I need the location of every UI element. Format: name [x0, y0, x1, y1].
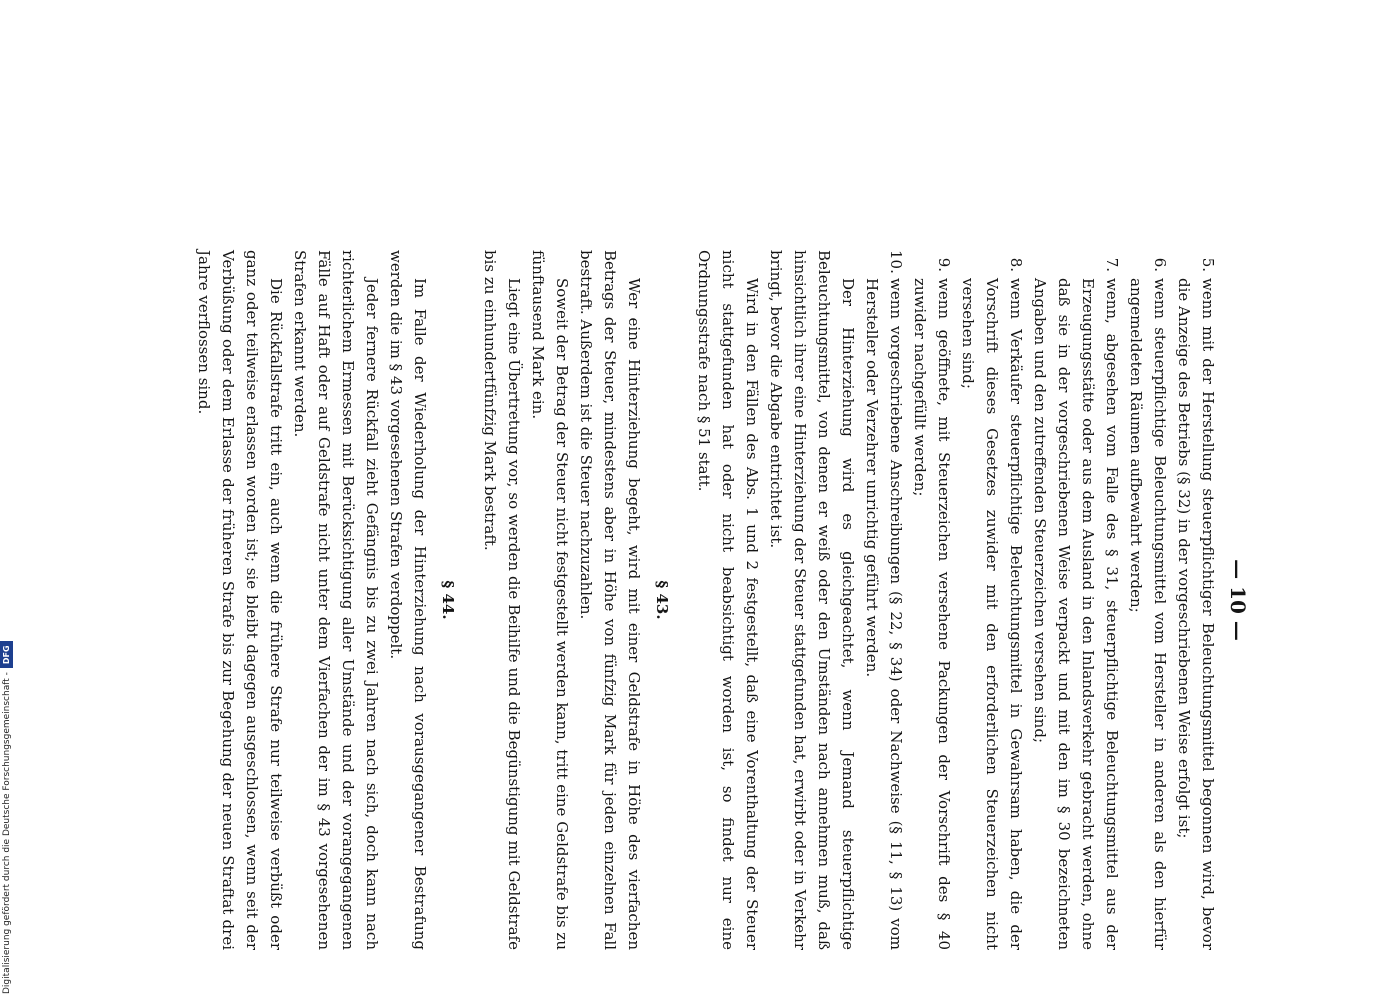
- document-page: [192, 250, 1250, 950]
- item-text: wenn mit der Herstellung steuerpflichtiger Beleuchtungsmittel begonnen wird, bevor die Anzeige des Betriebs (§ 32) in der vorgeschriebenen Weise erfolgt ist;: [1175, 278, 1217, 950]
- dfg-logo: DFG: [0, 641, 13, 668]
- item-text: wenn vorgeschriebene Anschreibungen (§ 22, § 34) oder Nachweise (§ 11, § 13) vom Hersteller oder Verzehrer unrichtig geführt werden.: [863, 278, 905, 950]
- credit-text: Digitalisierung gefördert durch die Deutsche Forschungsgemeinschaft -: [1, 672, 12, 994]
- paragraph: Der Hinterziehung wird es gleichgeachtet, wenn Jemand steuerpflichtige Beleuchtungsmittel, von denen er weiß oder den Umständen nach annehmen muß, daß hinsichtlich ihrer eine Hinterziehung der Steuer stattgefunden hat, erwirbt oder in Verkehr bringt, bevor die Abgabe entrichtet ist.: [767, 250, 857, 950]
- section-heading: § 44.: [439, 580, 457, 620]
- item-text: wenn, abgesehen vom Falle des § 31, steuerpflichtige Beleuchtungsmittel aus der Erzeugungsstätte oder aus dem Ausland in den Inlandsverkehr gebracht werden, ohne daß sie in der vorgeschriebenen Weise verpackt und mit den im § 30 bezeichneten Angaben und den zutreffenden Steuerzeichen versehen sind;: [1031, 278, 1121, 950]
- item-text: wenn steuerpflichtige Beleuchtungsmittel vom Hersteller in anderen als den hierfür angemeldeten Räumen aufbewahrt werden;: [1127, 278, 1169, 950]
- item-text: wenn geöffnete, mit Steuerzeichen versehene Packungen der Vorschrift des § 40 zuwider nachgefüllt werden;: [911, 278, 953, 950]
- item-number: 8.: [1007, 257, 1025, 272]
- paragraph: Soweit der Betrag der Steuer nicht festgestellt werden kann, tritt eine Geldstrafe bis zu fünftausend Mark ein.: [529, 250, 571, 950]
- item-number: 7.: [1103, 257, 1121, 272]
- paragraph: Wird in den Fällen des Abs. 1 und 2 festgestellt, daß eine Vorenthaltung der Steuer nicht stattgefunden hat oder nicht beabsichtigt worden ist, so findet nur eine Ordnungsstrafe nach § 51 statt.: [695, 250, 761, 950]
- list-item: [956, 250, 1028, 950]
- item-text: wenn Verkäufer steuerpflichtige Beleuchtungsmittel in Gewahrsam haben, die der Vorschrift dieses Gesetzes zuwider mit den erforderlichen Steuerzeichen nicht versehen sind;: [959, 278, 1025, 950]
- list-item: [1028, 250, 1124, 950]
- page-number: — 10 —: [1226, 559, 1250, 641]
- item-number: 6.: [1151, 257, 1169, 272]
- paragraph: Liegt eine Übertretung vor, so werden die Beihilfe und die Begünstigung mit Geldstrafe bis zu einhundertfünfzig Mark bestraft.: [481, 250, 523, 950]
- list-item: [908, 250, 956, 950]
- list-item: [1172, 250, 1220, 950]
- item-number: 9.: [935, 257, 953, 272]
- paragraph: Wer eine Hinterziehung begeht, wird mit einer Geldstrafe in Höhe des vierfachen Betrags der Steuer, mindestens aber in Höhe von fünfzig Mark für jeden einzelnen Fall bestraft. Außerdem ist die Steuer nachzuzahlen.: [577, 250, 643, 950]
- paragraph: Die Rückfallstrafe tritt ein, auch wenn die frühere Strafe nur teilweise verbüßt oder ganz oder teilweise erlassen worden ist; sie bleibt dagegen ausgeschlossen, wenn seit der Verbüßung oder dem Erlasse der früheren Strafe bis zur Begehung der neuen Straftat drei Jahre verflossen sind.: [195, 250, 285, 950]
- paragraph: Jeder fernere Rückfall zieht Gefängnis bis zu zwei Jahren nach sich, doch kann nach richterlichem Ermessen mit Berücksichtigung aller Umstände und der vorangegangenen Fälle auf Haft oder auf Geldstrafe nicht unter dem Vierfachen der im § 43 vorgesehenen Strafen erkannt werden.: [291, 250, 381, 950]
- list-item: [860, 250, 908, 950]
- item-number: 5.: [1199, 257, 1217, 272]
- digitization-credit: [0, 641, 13, 1000]
- section-heading: § 43.: [653, 580, 671, 620]
- item-number: 10.: [887, 250, 905, 274]
- paragraph: Im Falle der Wiederholung der Hinterziehung nach vorausgegangener Bestrafung werden die im § 43 vorgesehenen Strafen verdoppelt.: [387, 250, 429, 950]
- list-item: [1124, 250, 1172, 950]
- offense-list: [860, 250, 1220, 950]
